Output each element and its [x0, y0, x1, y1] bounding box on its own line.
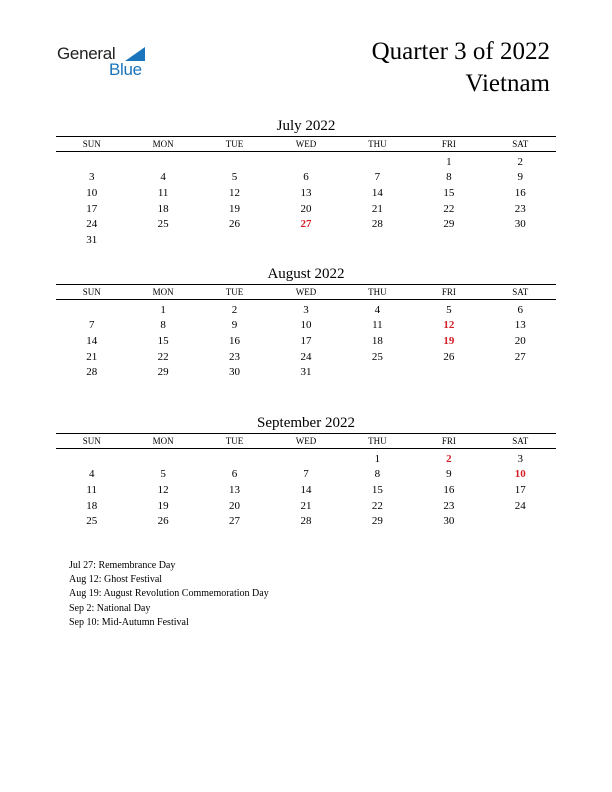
day-cell: 22: [443, 202, 455, 215]
day-cell: 15: [443, 186, 455, 199]
weekday-label: WED: [295, 436, 317, 446]
holiday-day: 27: [300, 218, 312, 231]
day-cell: 12: [157, 483, 169, 496]
day-cell: 20: [300, 202, 312, 215]
day-cell: 14: [371, 186, 383, 199]
day-cell: 13: [300, 186, 312, 199]
logo-general-text: General: [57, 44, 116, 63]
day-cell: 23: [443, 499, 455, 512]
day-cell: 6: [303, 171, 309, 184]
weekday-label: FRI: [441, 139, 456, 149]
week-row: [56, 482, 556, 498]
day-cell: 15: [157, 334, 169, 347]
weekday-label: MON: [152, 139, 174, 149]
day-cell: 7: [374, 171, 381, 184]
weekday-label: SUN: [82, 287, 101, 297]
day-cell: 15: [371, 483, 383, 496]
title-country: Vietnam: [465, 70, 550, 97]
week-row: [56, 201, 556, 217]
holiday-item: Sep 2: National Day: [69, 602, 151, 614]
day-cell: 19: [229, 202, 241, 215]
week-row: [56, 467, 556, 483]
day-cell: 14: [300, 483, 312, 496]
day-cell: 7: [88, 319, 95, 332]
holiday-list: [69, 559, 269, 630]
day-cell: 31: [86, 233, 98, 246]
week-row: [56, 513, 556, 529]
day-cell: 3: [517, 452, 523, 465]
day-cell: 24: [86, 218, 98, 231]
day-cell: 29: [157, 366, 169, 379]
day-cell: 26: [229, 218, 241, 231]
day-cell: 27: [229, 515, 241, 528]
week-row: [56, 318, 556, 334]
day-cell: 28: [371, 218, 383, 231]
weekday-label: FRI: [441, 436, 456, 446]
week-row: [56, 451, 556, 467]
day-cell: 17: [86, 202, 98, 215]
day-cell: 21: [300, 499, 312, 512]
day-cell: 9: [231, 319, 238, 332]
month-july: [56, 116, 556, 248]
month-title: August 2022: [267, 266, 345, 282]
generalblue-logo: [57, 44, 157, 84]
week-row: [56, 185, 556, 201]
day-cell: 5: [446, 303, 452, 316]
day-cell: 10: [86, 186, 98, 199]
day-cell: 13: [514, 319, 526, 332]
day-cell: 7: [303, 468, 309, 481]
logo-triangle-icon: [125, 47, 145, 61]
week-row: [56, 154, 556, 170]
day-cell: 17: [300, 334, 312, 347]
week-row: [56, 232, 556, 248]
day-cell: 17: [514, 483, 526, 496]
holiday-day: 10: [514, 468, 526, 481]
weekday-label: THU: [368, 139, 387, 149]
day-cell: 22: [157, 350, 169, 363]
day-cell: 11: [86, 483, 97, 496]
day-cell: 16: [514, 186, 526, 199]
day-cell: 30: [514, 218, 526, 231]
day-cell: 4: [88, 468, 95, 481]
day-cell: 2: [231, 303, 238, 316]
day-cell: 18: [86, 499, 98, 512]
weekday-label: SUN: [82, 436, 101, 446]
weekday-label: THU: [368, 287, 387, 297]
day-cell: 26: [443, 350, 455, 363]
day-cell: 21: [371, 202, 383, 215]
day-cell: 16: [229, 334, 241, 347]
day-cell: 14: [86, 334, 98, 347]
day-cell: 6: [231, 468, 238, 481]
week-row: [56, 364, 556, 380]
day-cell: 28: [300, 515, 312, 528]
day-cell: 1: [160, 303, 166, 316]
weekday-label: SUN: [82, 139, 101, 149]
day-cell: 8: [374, 468, 381, 481]
day-cell: 18: [371, 334, 383, 347]
day-cell: 5: [160, 468, 166, 481]
day-cell: 28: [86, 366, 98, 379]
week-row: [56, 170, 556, 186]
day-cell: 8: [446, 171, 452, 184]
holiday-item: Sep 10: Mid-Autumn Festival: [69, 616, 189, 628]
day-cell: 31: [300, 366, 312, 379]
weekday-label: WED: [295, 287, 317, 297]
day-cell: 23: [514, 202, 526, 215]
holiday-day: 12: [443, 319, 455, 332]
week-row: [56, 302, 556, 318]
day-cell: 29: [443, 218, 455, 231]
day-cell: 25: [157, 218, 169, 231]
week-row: [56, 333, 556, 349]
day-cell: 20: [229, 499, 241, 512]
holiday-item: Aug 12: Ghost Festival: [69, 574, 163, 586]
day-cell: 21: [86, 350, 98, 363]
weekday-header: [56, 136, 556, 152]
holiday-day: 2: [446, 452, 452, 465]
weekday-label: TUE: [225, 436, 244, 446]
day-cell: 3: [88, 171, 95, 184]
day-cell: 1: [374, 452, 381, 465]
day-cell: 11: [157, 186, 169, 199]
weekday-label: MON: [152, 436, 174, 446]
week-row: [56, 349, 556, 365]
weekday-header: [56, 284, 556, 300]
day-cell: 30: [229, 366, 241, 379]
day-cell: 11: [372, 319, 383, 332]
weekday-label: THU: [368, 436, 387, 446]
month-title: September 2022: [257, 415, 355, 431]
holiday-day: 19: [443, 334, 455, 347]
day-cell: 19: [157, 499, 169, 512]
day-cell: 9: [517, 171, 523, 184]
weekday-header: [56, 433, 556, 449]
day-cell: 25: [86, 515, 98, 528]
day-cell: 29: [371, 515, 383, 528]
weekday-label: SAT: [512, 436, 529, 446]
day-cell: 22: [371, 499, 383, 512]
day-cell: 27: [514, 350, 526, 363]
weekday-label: TUE: [225, 139, 244, 149]
week-row: [56, 498, 556, 514]
day-cell: 1: [446, 155, 452, 168]
weekday-label: SAT: [512, 139, 529, 149]
holiday-item: Aug 19: August Revolution Commemoration Day: [69, 588, 269, 600]
weekday-label: FRI: [441, 287, 456, 297]
day-cell: 13: [229, 483, 241, 496]
day-cell: 12: [229, 186, 241, 199]
day-cell: 4: [374, 303, 381, 316]
title-quarter: Quarter 3 of 2022: [371, 38, 550, 65]
weekday-label: SAT: [512, 287, 529, 297]
day-cell: 4: [160, 171, 166, 184]
day-cell: 16: [443, 483, 455, 496]
day-cell: 3: [303, 303, 309, 316]
holiday-item: Jul 27: Remembrance Day: [69, 560, 176, 571]
day-cell: 30: [443, 515, 455, 528]
day-cell: 26: [157, 515, 169, 528]
day-cell: 6: [517, 303, 523, 316]
day-cell: 24: [514, 499, 526, 512]
day-cell: 5: [231, 171, 238, 184]
weekday-label: TUE: [225, 287, 244, 297]
day-cell: 25: [371, 350, 383, 363]
week-row: [56, 216, 556, 232]
logo-blue-text: Blue: [109, 60, 142, 79]
day-cell: 23: [229, 350, 241, 363]
day-cell: 24: [300, 350, 312, 363]
day-cell: 10: [300, 319, 312, 332]
day-cell: 8: [160, 319, 166, 332]
day-cell: 9: [446, 468, 452, 481]
month-september: [56, 413, 556, 529]
day-cell: 20: [514, 334, 526, 347]
weekday-label: WED: [295, 139, 317, 149]
month-title: July 2022: [276, 118, 336, 134]
day-cell: 2: [517, 155, 523, 168]
month-august: [56, 264, 556, 380]
day-cell: 18: [157, 202, 169, 215]
page-title: [372, 36, 550, 100]
weekday-label: MON: [152, 287, 174, 297]
